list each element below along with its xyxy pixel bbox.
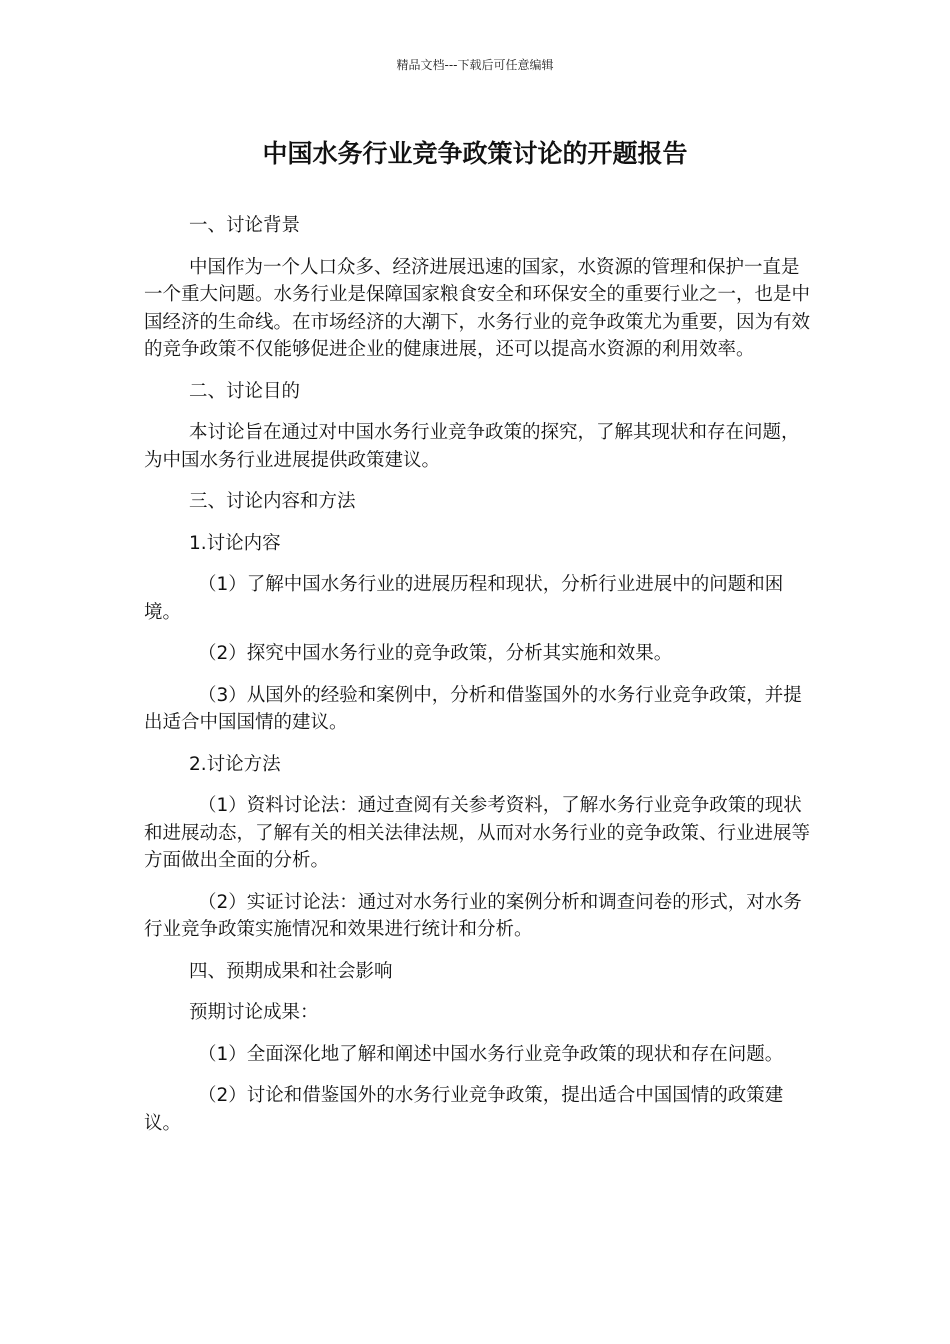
page-header-note: 精品文档---下载后可任意编辑	[396, 58, 554, 72]
section-heading-background: 一、讨论背景	[189, 215, 301, 236]
section-heading-purpose: 二、讨论目的	[189, 380, 301, 402]
list-item-content-3: （3）从国外的经验和案例中，分析和借鉴国外的水务行业竞争政策，并提出适合中国国情的建议。	[144, 684, 802, 733]
section-heading-content-methods: 三、讨论内容和方法	[189, 491, 356, 512]
document-title: 中国水务行业竞争政策讨论的开题报告	[262, 139, 688, 168]
list-item-result-1: （1）全面深化地了解和阐述中国水务行业竞争政策的现状和存在问题。	[198, 1043, 784, 1065]
list-item-method-1: （1）资料讨论法：通过查阅有关参考资料，了解水务行业竞争政策的现状和进展动态，了解有关的相关法律法规，从而对水务行业的竞争政策、行业进展等方面做出全面的分析。	[144, 795, 811, 871]
list-item-content-1: （1）了解中国水务行业的进展历程和现状，分析行业进展中的问题和困境。	[144, 574, 784, 623]
list-item-content-2: （2）探究中国水务行业的竞争政策，分析其实施和效果。	[198, 643, 673, 664]
list-item-result-2: （2）讨论和借鉴国外的水务行业竞争政策，提出适合中国国情的政策建议。	[144, 1085, 784, 1134]
subheading-expected-results: 预期讨论成果：	[189, 1002, 319, 1023]
subheading-methods: 2.讨论方法	[189, 753, 281, 775]
paragraph-purpose: 本讨论旨在通过对中国水务行业竞争政策的探究，了解其现状和存在问题，为中国水务行业进展提供政策建议。	[144, 422, 800, 471]
list-item-method-2: （2）实证讨论法：通过对水务行业的案例分析和调查问卷的形式，对水务行业竞争政策实施情况和效果进行统计和分析。	[144, 891, 802, 940]
paragraph-background: 中国作为一个人口众多、经济进展迅速的国家，水资源的管理和保护一直是一个重大问题。水务行业是保障国家粮食安全和环保安全的重要行业之一，也是中国经济的生命线。在市场经济的大潮下，水务行业的竞争政策尤为重要，因为有效的竞争政策不仅能够促进企业的健康进展，还可以提高水资源的利用效率。	[144, 256, 811, 360]
document-body	[144, 212, 810, 1151]
section-heading-outcomes: 四、预期成果和社会影响	[189, 960, 393, 982]
subheading-content: 1.讨论内容	[189, 532, 281, 554]
